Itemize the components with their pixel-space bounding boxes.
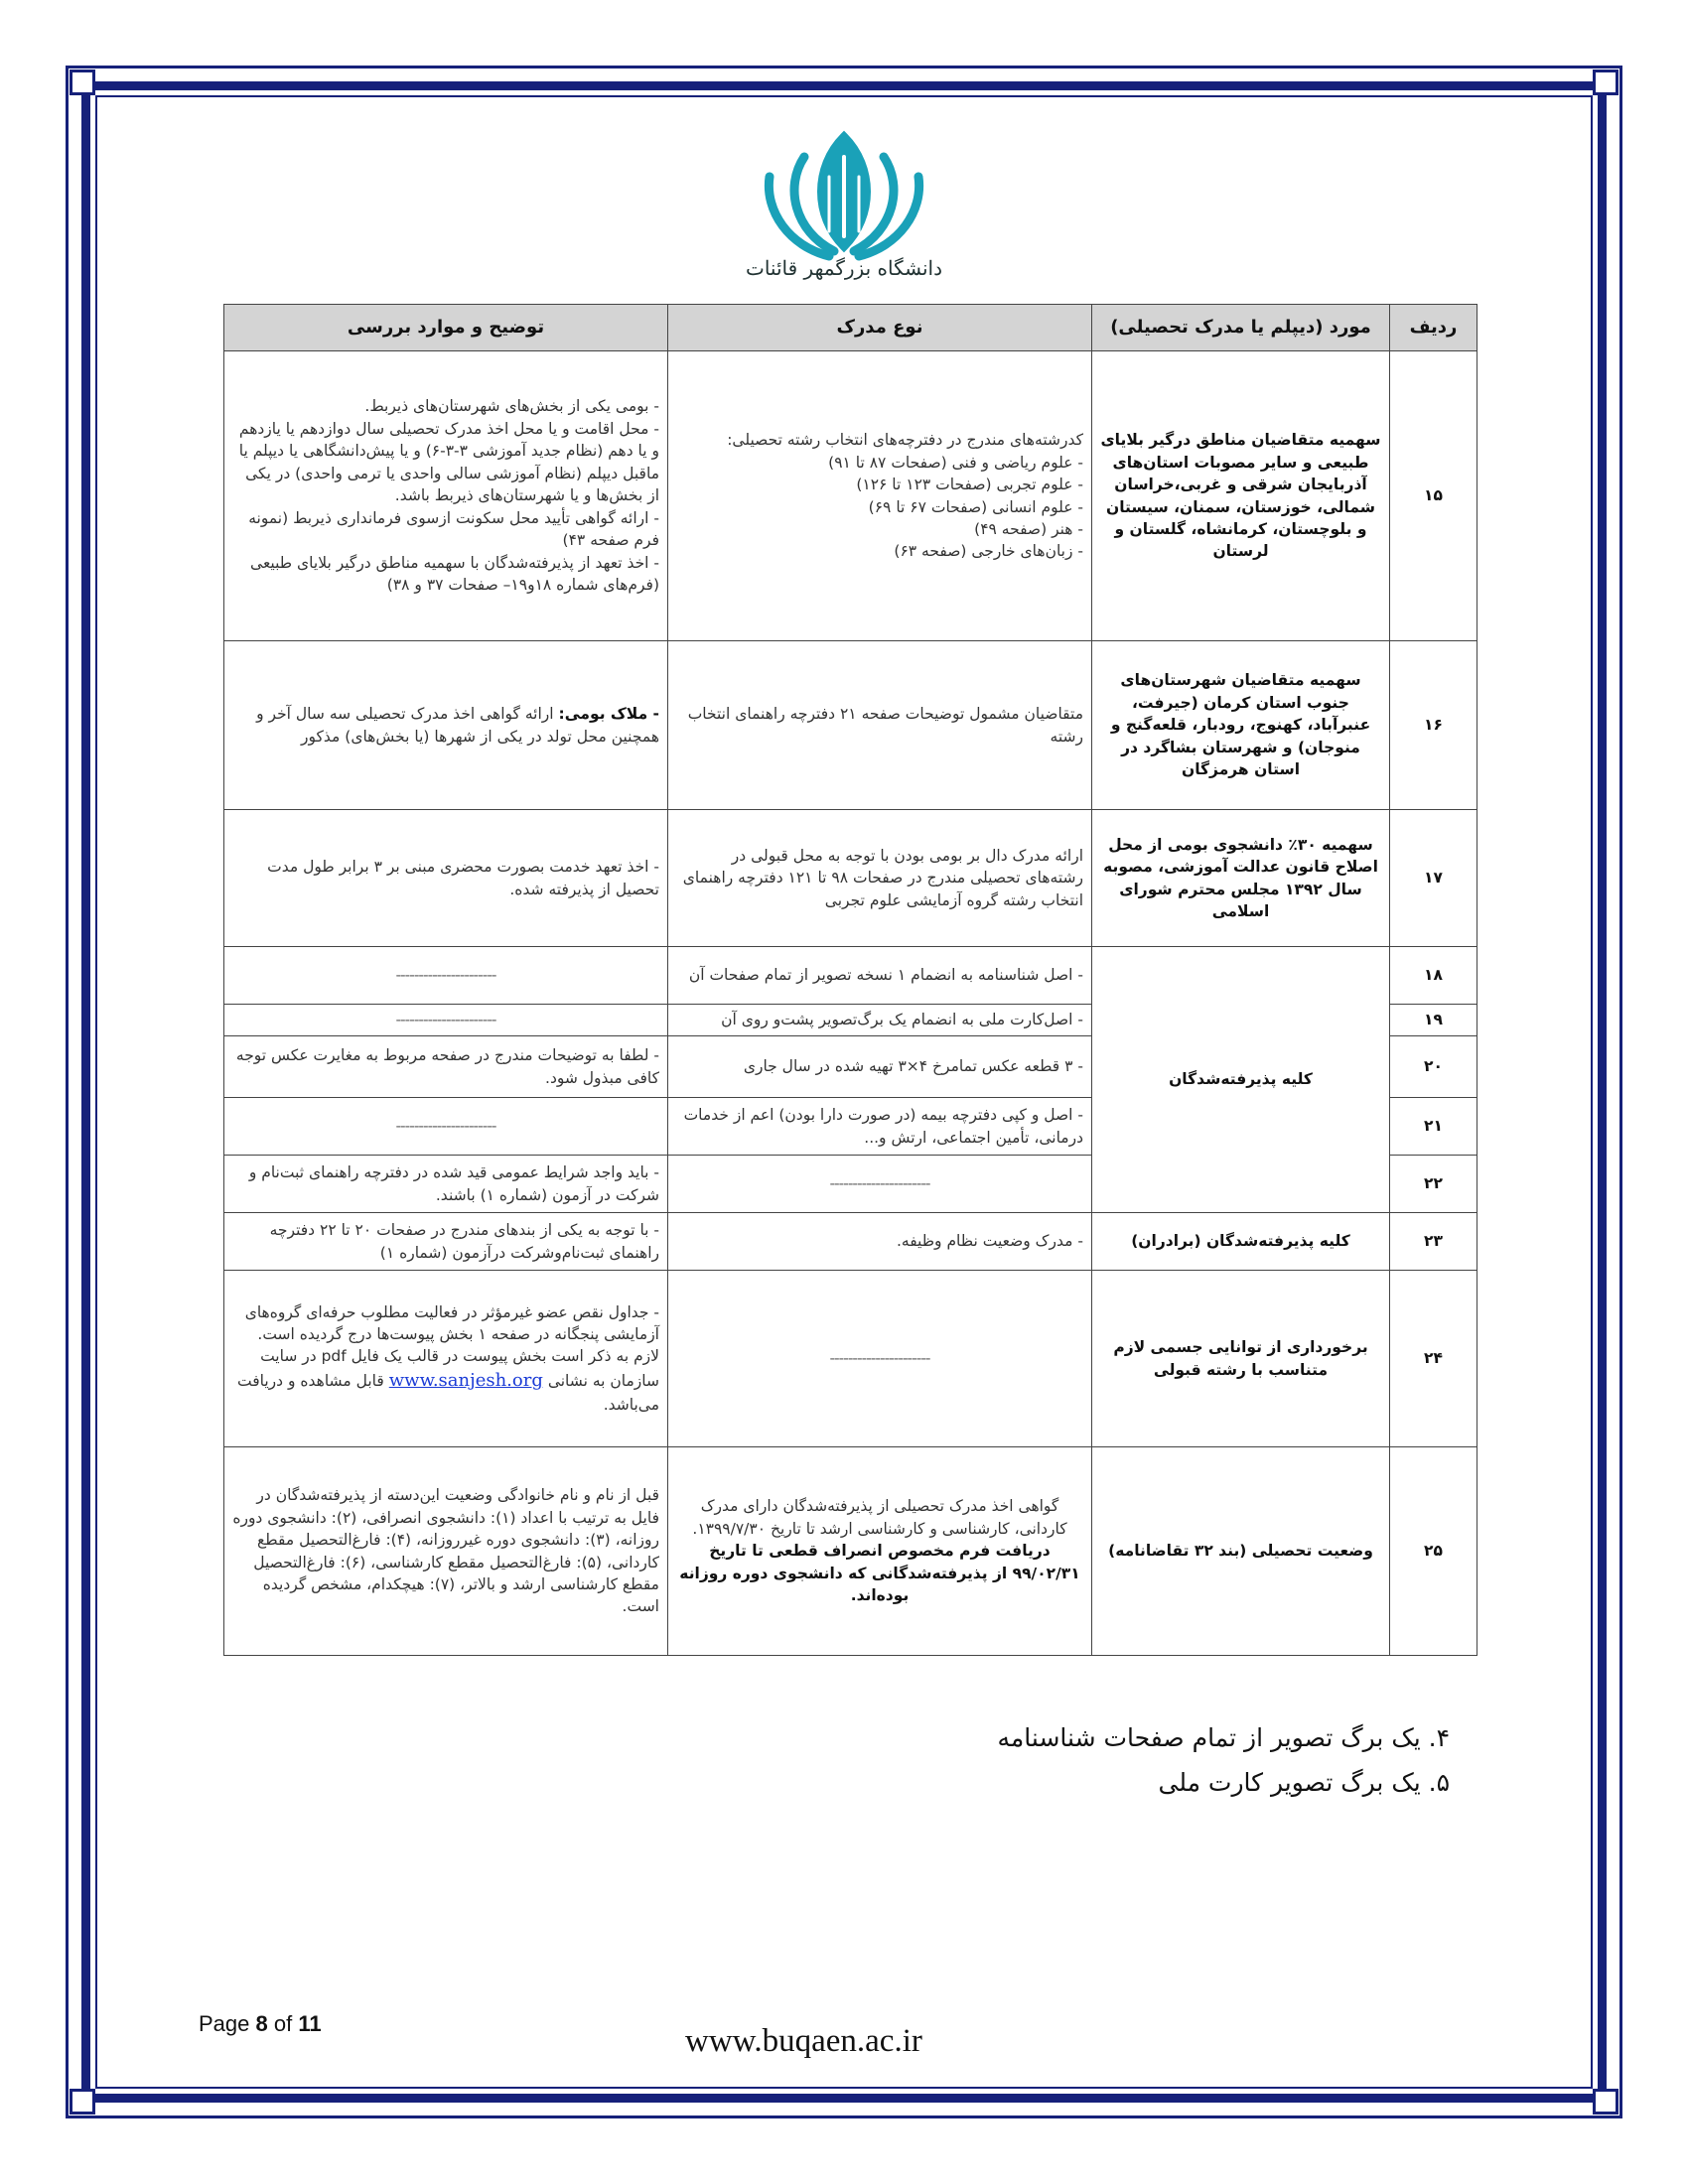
doc-line: - هنر (صفحه ۴۹) [974, 519, 1083, 538]
row-desc: - باید واجد شرایط عمومی قید شده در دفترچه راهنمای ثبت‌نام و شرکت در آزمون (شماره ۱) باشند. [224, 1156, 668, 1213]
row-case: کلیه پذیرفته‌شدگان [1092, 947, 1390, 1213]
doc-line: - علوم ریاضی و فنی (صفحات ۸۷ تا ۹۱) [828, 453, 1083, 472]
header-doc: نوع مدرک [668, 305, 1092, 351]
row-desc [224, 641, 668, 810]
row-index: ۲۵ [1390, 1447, 1477, 1656]
page-total: 11 [298, 2011, 322, 2036]
header-case: مورد (دیپلم یا مدرک تحصیلی) [1092, 305, 1390, 351]
row-doc: - مدرک وضعیت نظام وظیفه. [668, 1213, 1092, 1271]
row-doc [668, 351, 1092, 641]
row-desc: - لطفا به توضیحات مندرج در صفحه مربوط به مغایرت عکس توجه کافی مبذول شود. [224, 1036, 668, 1098]
row-doc [668, 1271, 1092, 1447]
page-prefix: Page [199, 2011, 250, 2036]
desc-line: - اخذ تعهد از پذیرفته‌شدگان با سهمیه مناطق درگیر بلایای طبیعی (فرم‌های شماره ۱۸و۱۹– صفحات ۳۷ و ۳۸) [250, 553, 659, 595]
header-desc: توضیح و موارد بررسی [224, 305, 668, 351]
row-index: ۲۱ [1390, 1098, 1477, 1156]
website-url[interactable]: www.buqaen.ac.ir [685, 2023, 922, 2059]
border-corner [1593, 2089, 1618, 2115]
doc-line: - علوم تجربی (صفحات ۱۲۳ تا ۱۲۶) [856, 476, 1083, 494]
row-index: ۲۰ [1390, 1036, 1477, 1098]
table-row [224, 947, 1477, 1005]
row-index: ۱۸ [1390, 947, 1477, 1005]
logo-caption: دانشگاه بزرگمهر قائنات [746, 256, 942, 280]
row-desc [224, 947, 668, 1005]
row-index: ۱۹ [1390, 1005, 1477, 1036]
documents-table [223, 304, 1477, 1656]
row-case: وضعیت تحصیلی (بند ۳۲ تقاضانامه) [1092, 1447, 1390, 1656]
table-row [224, 641, 1477, 810]
doc-line: کدرشته‌های مندرج در دفترچه‌های انتخاب رشته تحصیلی: [727, 431, 1083, 450]
row-doc: - اصل شناسنامه به انضمام ۱ نسخه تصویر از تمام صفحات آن [668, 947, 1092, 1005]
page-number [199, 2011, 322, 2037]
doc-bold-line: دریافت فرم مخصوص انصراف قطعی تا تاریخ ۹۹/۰۲/۳۱ از پذیرفته‌شدگانی که دانشجوی دوره روزانه بوده‌اند. [679, 1542, 1080, 1605]
table-row [224, 810, 1477, 947]
row-case: کلیه پذیرفته‌شدگان (برادران) [1092, 1213, 1390, 1271]
table-row [224, 1213, 1477, 1271]
desc-line: - ارائه گواهی تأیید محل سکونت ازسوی فرمانداری ذیربط (نمونه فرم صفحه ۴۳) [248, 508, 659, 550]
sanjesh-link[interactable]: www.sanjesh.org [388, 1369, 543, 1391]
page-of: of [273, 2011, 293, 2036]
required-docs-list [998, 1715, 1450, 1805]
row-desc: - اخذ تعهد خدمت بصورت محضری مبنی بر ۳ برابر طول مدت تحصیل از پذیرفته شده. [224, 810, 668, 947]
desc-tail: قابل مشاهده و دریافت می‌باشد. [237, 1371, 659, 1415]
desc-line: - جداول نقص عضو غیرمؤثر در فعالیت مطلوب حرفه‌ای گروه‌های آزمایشی پنجگانه در صفحه ۱ بخش پیوست‌ها درج گردیده است. لازم به ذکر است بخش پیوست در قالب یک فایل pdf در سایت سازمان به نشانی [244, 1302, 659, 1390]
empty-dash: ---------------------- [395, 1117, 496, 1136]
list-item: ۴. یک برگ تصویر از تمام صفحات شناسنامه [997, 1723, 1450, 1752]
empty-dash: ---------------------- [829, 1349, 930, 1368]
doc-line: گواهی اخذ مدرک تحصیلی از پذیرفته‌شدگان دارای مدرک کاردانی، کارشناسی و کارشناسی ارشد تا تاریخ ۱۳۹۹/۷/۳۰. [692, 1497, 1067, 1538]
row-doc: - اصل و کپی دفترچه بیمه (در صورت دارا بودن) اعم از خدمات درمانی، تأمین اجتماعی، ارتش و... [668, 1098, 1092, 1156]
row-index: ۱۵ [1390, 351, 1477, 641]
table-row [224, 1271, 1477, 1447]
row-doc: - اصل‌کارت ملی به انضمام یک برگ‌تصویر پشت‌و روی آن [668, 1005, 1092, 1036]
page-current: 8 [255, 2011, 268, 2036]
row-index: ۲۳ [1390, 1213, 1477, 1271]
border-corner [70, 2089, 95, 2115]
row-doc [668, 1447, 1092, 1656]
table-header-row [224, 305, 1477, 351]
row-desc: قبل از نام و نام خانوادگی وضعیت این‌دسته از پذیرفته‌شدگان در فایل به ترتیب با اعداد (۱): دانشجوی انصرافی، (۲): دانشجوی دوره روزانه، (۳): دانشجوی دوره غیرروزانه، (۴): فارغ‌التحصیل مقطع کاردانی، (۵): فارغ‌التحصیل مقطع کارشناسی، (۶): فارغ‌التحصیل مقطع کارشناسی ارشد و بالاتر، (۷): هیچکدام، مشخص گردیده است. [224, 1447, 668, 1656]
row-desc [224, 1005, 668, 1036]
row-desc: - با توجه به یکی از بندهای مندرج در صفحات ۲۰ تا ۲۲ دفترچه راهنمای ثبت‌نام‌وشرکت درآزمون (شماره ۱) [224, 1213, 668, 1271]
row-case: سهمیه متقاضیان شهرستان‌های جنوب استان کرمان (جیرفت، عنبرآباد، کهنوج، رودبار، قلعه‌گنج و منوجان) و شهرستان بشاگرد در استان هرمزگان [1092, 641, 1390, 810]
row-case: برخورداری از توانایی جسمی لازم متناسب با رشته قبولی [1092, 1271, 1390, 1447]
row-doc: متقاضیان مشمول توضیحات صفحه ۲۱ دفترچه راهنمای انتخاب رشته [668, 641, 1092, 810]
desc-bold-label: - ملاک بومی: [558, 705, 659, 724]
header-index: ردیف [1390, 305, 1477, 351]
row-index: ۲۴ [1390, 1271, 1477, 1447]
doc-line: - زبان‌های خارجی (صفحه ۶۳) [894, 542, 1083, 561]
empty-dash: ---------------------- [829, 1174, 930, 1193]
table-row [224, 351, 1477, 641]
desc-line: - محل اقامت و یا محل اخذ مدرک تحصیلی سال دوازدهم یا یازدهم و یا دهم (نظام جدید آموزشی ۳-۳-۶) و یا پیش‌دانشگاهی یا دیپلم یا ماقبل دیپلم (نظام آموزشی سالی واحدی یا ترمی واحدی) در یکی از بخش‌ها و یا شهرستان‌های ذیربط باشد. [238, 419, 659, 505]
row-doc: ارائه مدرک دال بر بومی بودن با توجه به محل قبولی در رشته‌های تحصیلی مندرج در صفحات ۹۸ تا ۱۲۱ دفترچه راهنمای انتخاب رشته گروه آزمایشی علوم تجربی [668, 810, 1092, 947]
row-index: ۱۷ [1390, 810, 1477, 947]
desc-line: ارائه گواهی اخذ مدرک تحصیلی سه سال آخر و همچنین محل تولد در یکی از شهرها (یا بخش‌های) مذکور [256, 705, 659, 746]
doc-line: - علوم انسانی (صفحات ۶۷ تا ۶۹) [868, 497, 1083, 516]
list-item: ۵. یک برگ تصویر کارت ملی [1158, 1768, 1450, 1797]
desc-line: - بومی یکی از بخش‌های شهرستان‌های ذیربط. [364, 397, 659, 416]
row-case: سهمیه ۳۰٪ دانشجوی بومی از محل اصلاح قانون عدالت آموزشی، مصوبه سال ۱۳۹۲ مجلس محترم شورای اسلامی [1092, 810, 1390, 947]
row-desc [224, 351, 668, 641]
row-index: ۲۲ [1390, 1156, 1477, 1213]
row-case: سهمیه متقاضیان مناطق درگیر بلایای طبیعی و سایر مصوبات استان‌های آذربایجان شرقی و غربی،خراسان شمالی، خوزستان، سمنان، سیستان و بلوچستان، کرمانشاه، گلستان و لرستان [1092, 351, 1390, 641]
table-row [224, 1447, 1477, 1656]
empty-dash: ---------------------- [395, 966, 496, 985]
row-desc [224, 1271, 668, 1447]
row-doc [668, 1156, 1092, 1213]
border-corner [1593, 69, 1618, 95]
row-doc: - ۳ قطعه عکس تمامرخ ۴×۳ تهیه شده در سال جاری [668, 1036, 1092, 1098]
border-corner [70, 69, 95, 95]
empty-dash: ---------------------- [395, 1011, 496, 1029]
row-index: ۱۶ [1390, 641, 1477, 810]
row-desc [224, 1098, 668, 1156]
